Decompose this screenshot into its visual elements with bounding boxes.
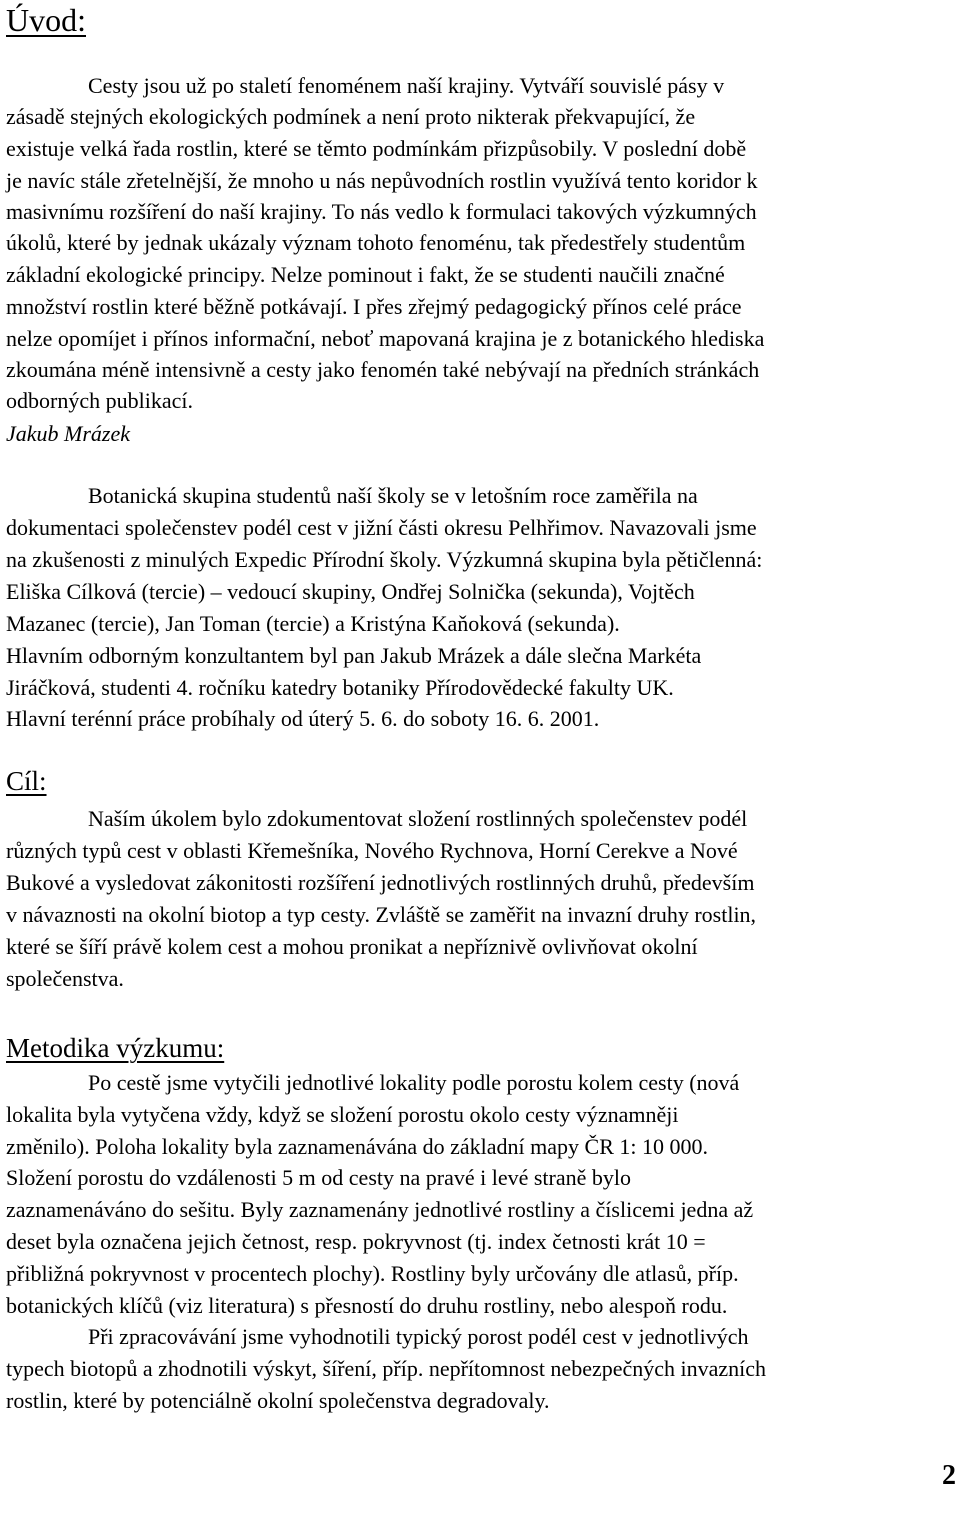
- text-line: zásadě stejných ekologických podmínek a není proto nikterak překvapující, že: [6, 104, 696, 129]
- text-line: deset byla označena jejich četnost, resp. pokryvnost (tj. index četnosti krát 10 =: [6, 1229, 706, 1254]
- heading-cil: Cíl:: [6, 766, 47, 796]
- text-line: existuje velká řada rostlin, které se těmto podmínkám přizpůsobily. V poslední době: [6, 136, 747, 161]
- text-line: rostlin, které by potenciálně okolní společenstva degradovaly.: [6, 1388, 550, 1413]
- text-line: změnilo). Poloha lokality byla zaznamenávána do základní mapy ČR 1: 10 000.: [6, 1134, 708, 1159]
- text-line: botanických klíčů (viz literatura) s přesností do druhu rostliny, nebo alespoň rodu.: [6, 1293, 728, 1318]
- text-line: nelze opomíjet i přínos informační, neboť mapovaná krajina je z botanického hlediska: [6, 326, 765, 351]
- heading-metodika: Metodika výzkumu:: [6, 1033, 225, 1063]
- text-line: zkoumána méně intensivně a cesty jako fenomén také nebývají na předních stránkách: [6, 357, 760, 382]
- text-line: odborných publikací.: [6, 388, 193, 413]
- text-line: Jiráčková, studenti 4. ročníku katedry botaniky Přírodovědecké fakulty UK.: [6, 675, 674, 700]
- text-line: zaznamenáváno do sešitu. Byly zaznamenány jednotlivé rostliny a číslicemi jedna až: [6, 1197, 754, 1222]
- text-line: Mazanec (tercie), Jan Toman (tercie) a Kristýna Kaňoková (sekunda).: [6, 611, 620, 636]
- text-line: které se šíří právě kolem cest a mohou pronikat a nepříznivě ovlivňovat okolní: [6, 934, 698, 959]
- text-line: Naším úkolem bylo zdokumentovat složení rostlinných společenstev podél: [88, 806, 748, 831]
- text-line: masivnímu rozšíření do naší krajiny. To nás vedlo k formulaci takových výzkumných: [6, 199, 757, 224]
- text-line: je navíc stále zřetelnější, že mnoho u nás nepůvodních rostlin využívá tento koridor k: [6, 168, 758, 193]
- author-signature: Jakub Mrázek: [6, 421, 131, 446]
- text-line: lokalita byla vytyčena vždy, když se složení porostu okolo cesty významněji: [6, 1102, 679, 1127]
- text-line: Botanická skupina studentů naší školy se v letošním roce zaměřila na: [88, 483, 698, 508]
- text-line: Při zpracovávání jsme vyhodnotili typický porost podél cest v jednotlivých: [88, 1324, 749, 1349]
- text-line: Bukové a vysledovat zákonitosti rozšíření jednotlivých rostlinných druhů, především: [6, 870, 755, 895]
- text-line: základní ekologické principy. Nelze pominout i fakt, že se studenti naučili značné: [6, 262, 725, 287]
- text-line: přibližná pokryvnost v procentech plochy). Rostliny byly určovány dle atlasů, příp.: [6, 1261, 739, 1286]
- text-line: na zkušenosti z minulých Expedic Přírodní školy. Výzkumná skupina byla pětičlenná:: [6, 547, 763, 572]
- text-line: různých typů cest v oblasti Křemešníka, Nového Rychnova, Horní Cerekve a Nové: [6, 838, 738, 863]
- text-line: dokumentaci společenstev podél cest v jižní části okresu Pelhřimov. Navazovali jsme: [6, 515, 757, 540]
- text-line: množství rostlin které běžně potkávají. I přes zřejmý pedagogický přínos celé práce: [6, 294, 742, 319]
- text-line: v návaznosti na okolní biotop a typ cesty. Zvláště se zaměřit na invazní druhy rostlin,: [6, 902, 757, 927]
- text-line: společenstva.: [6, 966, 124, 991]
- heading-uvod: Úvod:: [6, 2, 86, 38]
- text-line: Eliška Cílková (tercie) – vedoucí skupiny, Ondřej Solnička (sekunda), Vojtěch: [6, 579, 695, 604]
- page-number: 2: [942, 1460, 956, 1491]
- text-line: Cesty jsou už po staletí fenoménem naší krajiny. Vytváří souvislé pásy v: [88, 73, 725, 98]
- text-line: úkolů, které by jednak ukázaly význam tohoto fenoménu, tak předestřely studentům: [6, 230, 746, 255]
- text-line: typech biotopů a zhodnotili výskyt, šíření, příp. nepřítomnost nebezpečných invazních: [6, 1356, 767, 1381]
- text-line: Složení porostu do vzdálenosti 5 m od cesty na pravé i levé straně bylo: [6, 1165, 632, 1190]
- text-line: Hlavní terénní práce probíhaly od úterý 5. 6. do soboty 16. 6. 2001.: [6, 706, 600, 731]
- text-line: Hlavním odborným konzultantem byl pan Jakub Mrázek a dále slečna Markéta: [6, 643, 702, 668]
- text-line: Po cestě jsme vytyčili jednotlivé lokality podle porostu kolem cesty (nová: [88, 1070, 740, 1095]
